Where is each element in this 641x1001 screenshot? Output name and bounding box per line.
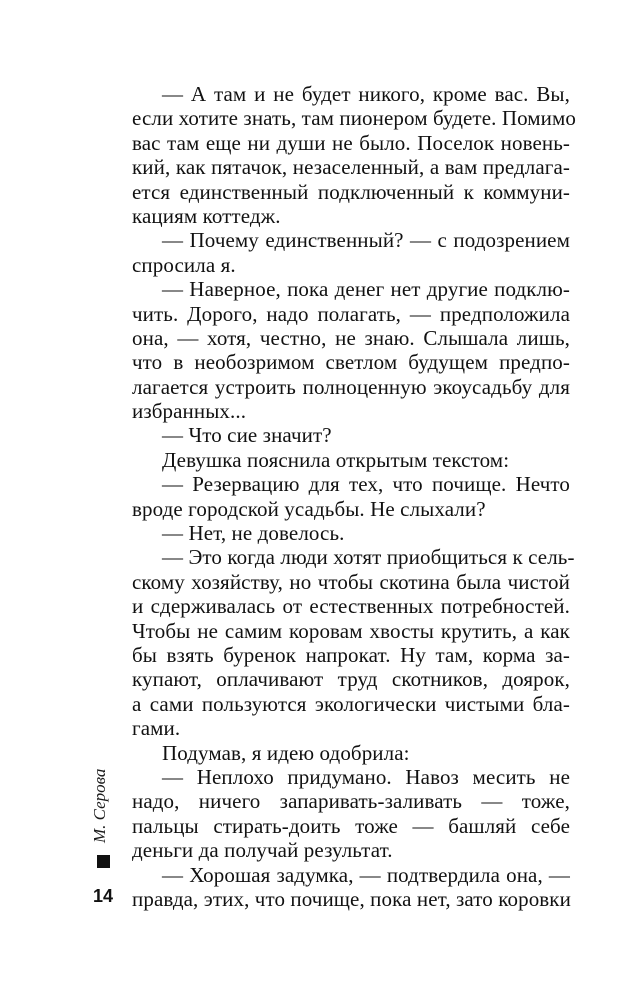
text-line: спросила я. xyxy=(132,252,236,277)
text-line: — Наверное, пока денег нет другие подклю- xyxy=(162,277,570,302)
text-line: — Неплохо придумано. Навоз месить не xyxy=(162,764,570,789)
page-number: 14 xyxy=(93,886,114,906)
text-line: если хотите знать, там пионером будете. Помимо xyxy=(132,106,576,131)
text-line: Чтобы не самим коровам хвосты крутить, а как xyxy=(132,618,570,643)
text-line: кациям коттедж. xyxy=(132,203,281,228)
text-line: и сдерживалась от естественных потребностей. xyxy=(132,594,570,619)
text-line: — Это когда люди хотят приобщиться к сель- xyxy=(162,545,575,570)
text-line: — А там и не будет никого, кроме вас. Вы, xyxy=(162,82,570,106)
square-marker-icon xyxy=(97,855,110,868)
text-line: Девушка пояснила открытым текстом: xyxy=(162,447,510,472)
body-text xyxy=(132,82,576,911)
text-line: гами. xyxy=(132,716,181,741)
text-line: лагается устроить полноценную экоусадьбу для xyxy=(132,374,570,399)
text-line: а сами пользуются экологически чистыми бла- xyxy=(132,691,570,716)
text-line: что в необозримом светлом будущем предпо- xyxy=(132,350,570,375)
text-line: избранных... xyxy=(132,399,247,424)
text-line: — Хорошая задумка, — подтвердила она, — xyxy=(162,862,570,887)
text-line: она, — хотя, честно, не знаю. Слышала лишь, xyxy=(132,325,570,350)
text-line: правда, этих, что почище, пока нет, зато коровки xyxy=(132,886,571,911)
text-line: деньги да получай результат. xyxy=(132,838,393,863)
text-line: кий, как пятачок, незаселенный, а вам предлага- xyxy=(132,155,570,180)
text-line: вас там еще ни души не было. Поселок новень- xyxy=(132,130,570,155)
text-line: бы взять буренок напрокат. Ну там, корма за- xyxy=(132,642,570,667)
text-line: Подумав, я идею одобрила: xyxy=(162,740,410,765)
text-line: вроде городской усадьбы. Не слыхали? xyxy=(132,496,486,521)
text-line: пальцы стирать-доить тоже — башляй себе xyxy=(132,813,570,838)
text-line: купают, оплачивают труд скотников, доярок, xyxy=(132,667,570,692)
text-line: ется единственный подключенный к коммуни- xyxy=(132,179,570,204)
text-line: — Нет, не довелось. xyxy=(162,521,345,546)
text-line: надо, ничего запаривать-заливать — тоже, xyxy=(132,789,570,814)
running-head-author: М. Серова xyxy=(90,768,109,843)
text-line: — Что сие значит? xyxy=(162,423,332,448)
text-line: чить. Дорого, надо полагать, — предположила xyxy=(132,301,570,326)
text-line: — Резервацию для тех, что почище. Нечто xyxy=(162,472,570,497)
text-line: скому хозяйству, но чтобы скотина была чистой xyxy=(132,569,570,594)
text-line: — Почему единственный? — с подозрением xyxy=(162,228,570,253)
